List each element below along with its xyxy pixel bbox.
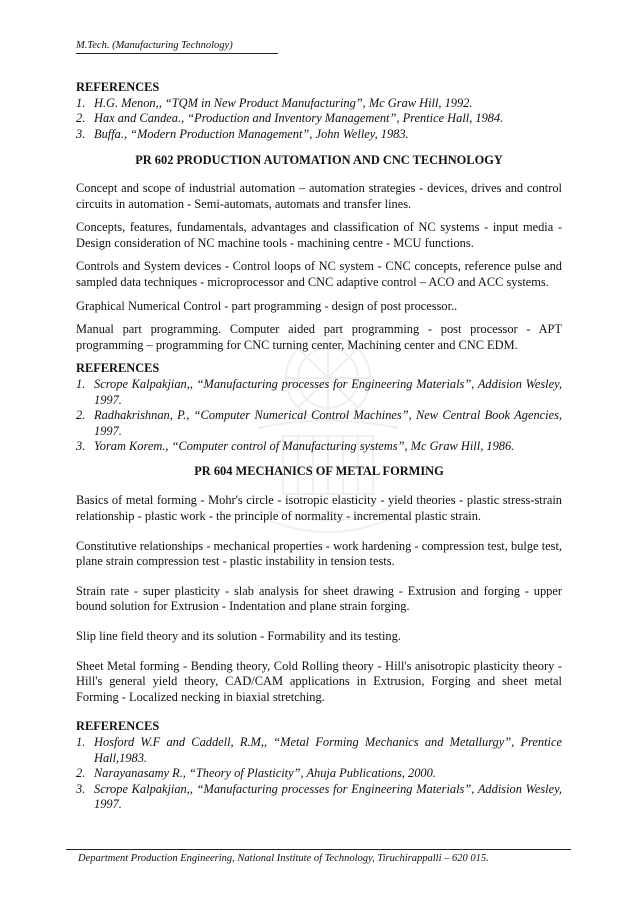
syllabus-paragraph: Sheet Metal forming - Bending theory, Cold Rolling theory - Hill's anisotropic plasticity theory - Hill's general yield theory, CAD/CAM applications in Extrusion, Forging and sheet metal Forming - Localized necking in biaxial stretching.	[76, 658, 562, 704]
running-footer: Department Production Engineering, National Institute of Technology, Tiruchirappalli – 620 015.	[78, 853, 489, 864]
syllabus-paragraph: Slip line field theory and its solution - Formability and its testing.	[76, 629, 401, 644]
references-list	[76, 96, 562, 143]
references-list	[76, 735, 562, 813]
syllabus-paragraph: Graphical Numerical Control - part programming - design of post processor..	[76, 298, 458, 313]
syllabus-paragraph: Constitutive relationships - mechanical properties - work hardening - compression test, bulge test, plane strain compression test - plastic instability in tension tests.	[76, 538, 562, 569]
references-list	[76, 377, 562, 455]
reference-item: 1. Hosford W.F and Caddell, R.M,, “Metal Forming Mechanics and Metallurgy”, Prentice Hall,1983.	[76, 735, 562, 765]
reference-item: 2. Radhakrishnan, P., “Computer Numerical Control Machines”, New Central Book Agencies, 1997.	[76, 408, 562, 438]
reference-item: 1. H.G. Menon,, “TQM in New Product Manufacturing”, Mc Graw Hill, 1992.	[76, 95, 473, 110]
syllabus-paragraph: Strain rate - super plasticity - slab analysis for sheet drawing - Extrusion and forging - upper bound solution for Extrusion - Indentation and plane strain forging.	[76, 583, 562, 614]
course-title: PR 602 PRODUCTION AUTOMATION AND CNC TECHNOLOGY	[135, 153, 503, 168]
references-heading: REFERENCES	[76, 719, 160, 734]
reference-item: 1. Scrope Kalpakjian,, “Manufacturing processes for Engineering Materials”, Addision Wesley, 1997.	[76, 376, 562, 407]
syllabus-paragraph: Concept and scope of industrial automation – automation strategies - devices, drives and control circuits in automation - Semi-automats, automats and transfer lines.	[76, 180, 562, 211]
syllabus-paragraph: Manual part programming. Computer aided part programming - post processor - APT programming – programming for CNC turning center, Machining center and CNC EDM.	[76, 322, 562, 352]
syllabus-paragraph: Controls and System devices - Control loops of NC system - CNC concepts, reference pulse and sampled data techniques - microprocessor and CNC adaptive control – ACO and ACC systems.	[76, 259, 562, 289]
page-content	[76, 80, 562, 813]
running-header: M.Tech. (Manufacturing Technology)	[76, 40, 233, 51]
syllabus-paragraph: Concepts, features, fundamentals, advantages and classification of NC systems - input media - Design consideration of NC machine tools - machining centre - MCU functions.	[76, 220, 562, 250]
header-rule	[76, 53, 278, 54]
syllabus-paragraph: Basics of metal forming - Mohr's circle - isotropic elasticity - yield theories - plastic stress-strain relationship - plastic work - the principle of normality - incremental plastic strain.	[76, 493, 562, 524]
reference-item: 3. Scrope Kalpakjian,, “Manufacturing processes for Engineering Materials”, Addision Wesley, 1997.	[76, 781, 562, 812]
reference-item: 2. Narayanasamy R., “Theory of Plasticity”, Ahuja Publications, 2000.	[76, 766, 436, 781]
reference-item: 3. Yoram Korem., “Computer control of Manufacturing systems”, Mc Graw Hill, 1986.	[76, 439, 515, 454]
reference-item: 3. Buffa., “Modern Production Management”, John Welley, 1983.	[76, 126, 409, 141]
footer-rule	[66, 849, 571, 850]
references-heading: REFERENCES	[76, 80, 160, 94]
references-heading: REFERENCES	[76, 361, 160, 376]
reference-item: 2. Hax and Candea., “Production and Inventory Management”, Prentice Hall, 1984.	[76, 111, 504, 126]
course-title: PR 604 MECHANICS OF METAL FORMING	[194, 463, 444, 478]
